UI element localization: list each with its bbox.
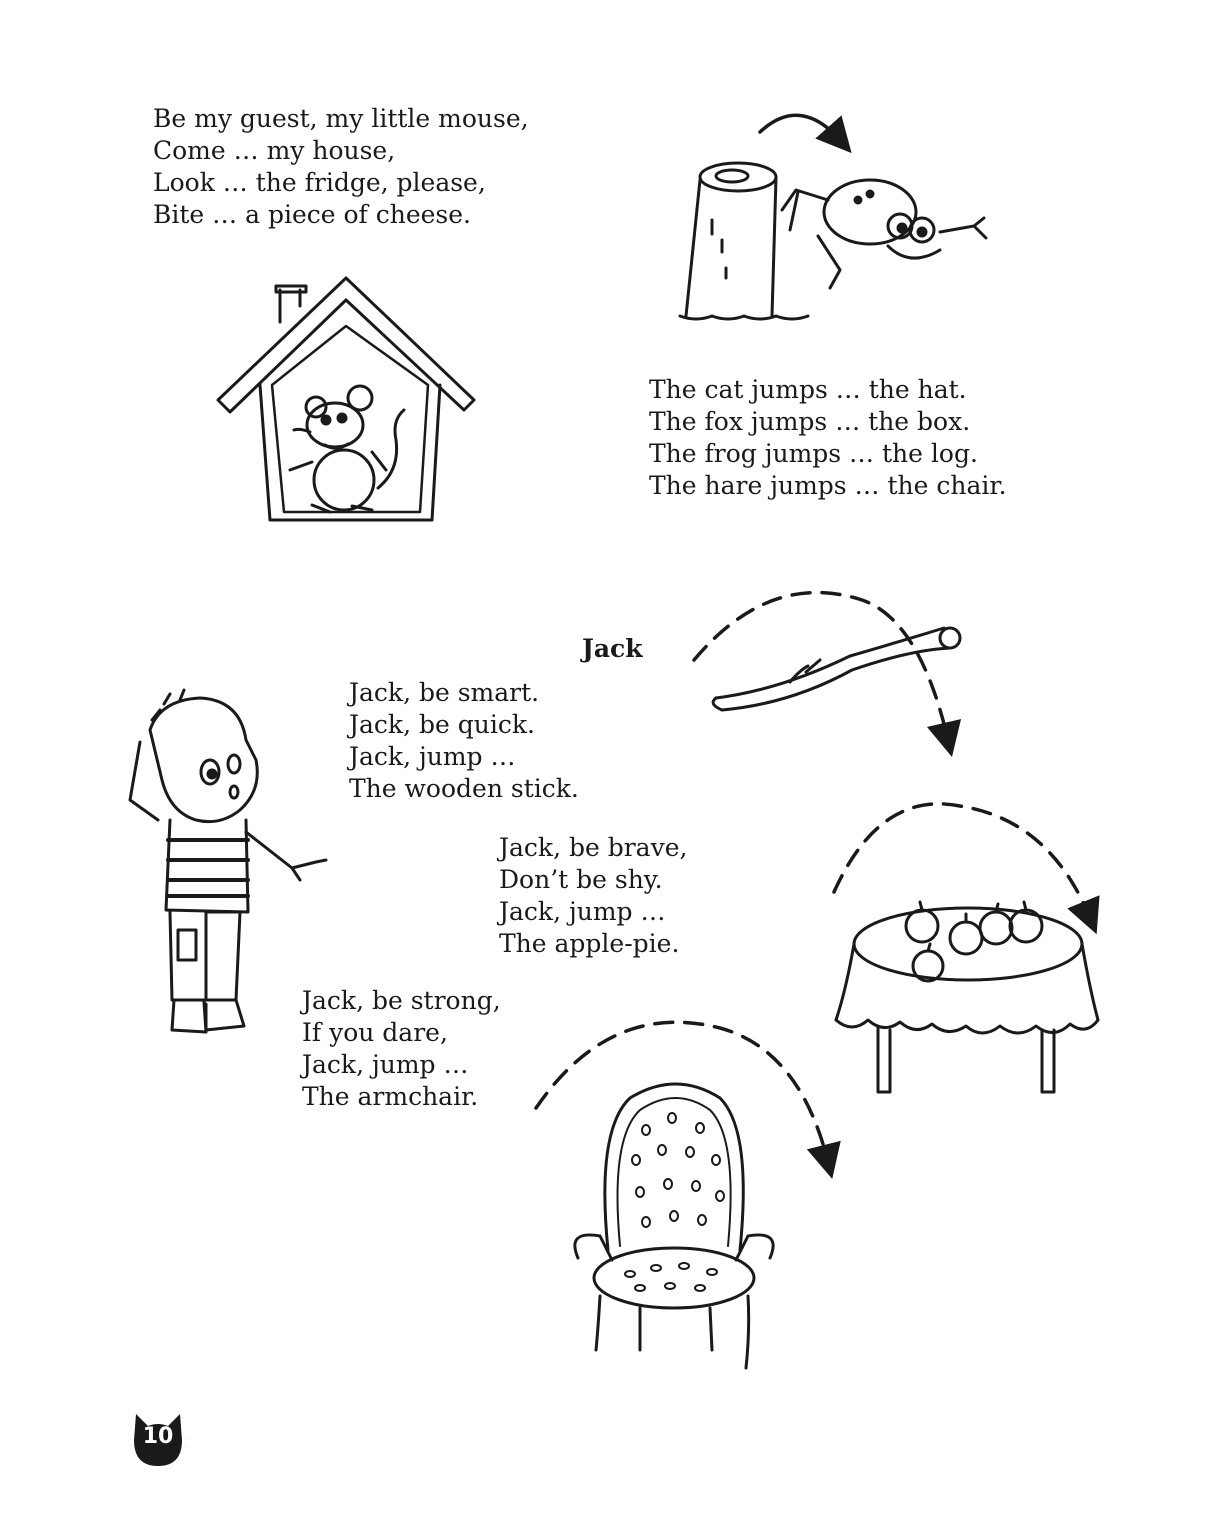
poem-line: The hare jumps … the chair.: [649, 471, 1007, 500]
frog-log-illustration: [680, 115, 986, 319]
boy-jack-illustration: [130, 690, 326, 1032]
poem-title: Jack: [582, 634, 643, 663]
poem-line: If you dare,: [302, 1018, 448, 1047]
poem-line: Jack, be brave,: [499, 833, 688, 862]
poem-line: Jack, be smart.: [349, 678, 540, 707]
mouse-house-illustration: [218, 278, 474, 520]
poem-line: The fox jumps … the box.: [649, 407, 971, 436]
poem-line: Jack, jump …: [349, 742, 516, 771]
poem-line: Jack, jump …: [499, 897, 666, 926]
poem-line: Look … the fridge, please,: [153, 168, 486, 197]
poem-line: The armchair.: [302, 1082, 479, 1111]
poem-line: Come … my house,: [153, 136, 396, 165]
poem-line: The wooden stick.: [349, 774, 579, 803]
poem-line: Jack, be strong,: [302, 986, 501, 1015]
poem-line: Be my guest, my little mouse,: [153, 104, 529, 133]
poem-line: Bite … a piece of cheese.: [153, 200, 472, 229]
page-number: 10: [142, 1424, 174, 1449]
armchair-illustration: [536, 1022, 828, 1368]
poem-line: The cat jumps … the hat.: [649, 375, 967, 404]
poem-line: Jack, be quick.: [349, 710, 535, 739]
poem-line: The apple-pie.: [499, 929, 680, 958]
page-number-badge: [130, 1410, 186, 1470]
wooden-stick-illustration: [694, 593, 960, 741]
poem-line: The frog jumps … the log.: [649, 439, 978, 468]
poem-line: Jack, jump …: [302, 1050, 469, 1079]
apple-table-illustration: [834, 804, 1098, 1092]
poem-line: Don’t be shy.: [499, 865, 663, 894]
